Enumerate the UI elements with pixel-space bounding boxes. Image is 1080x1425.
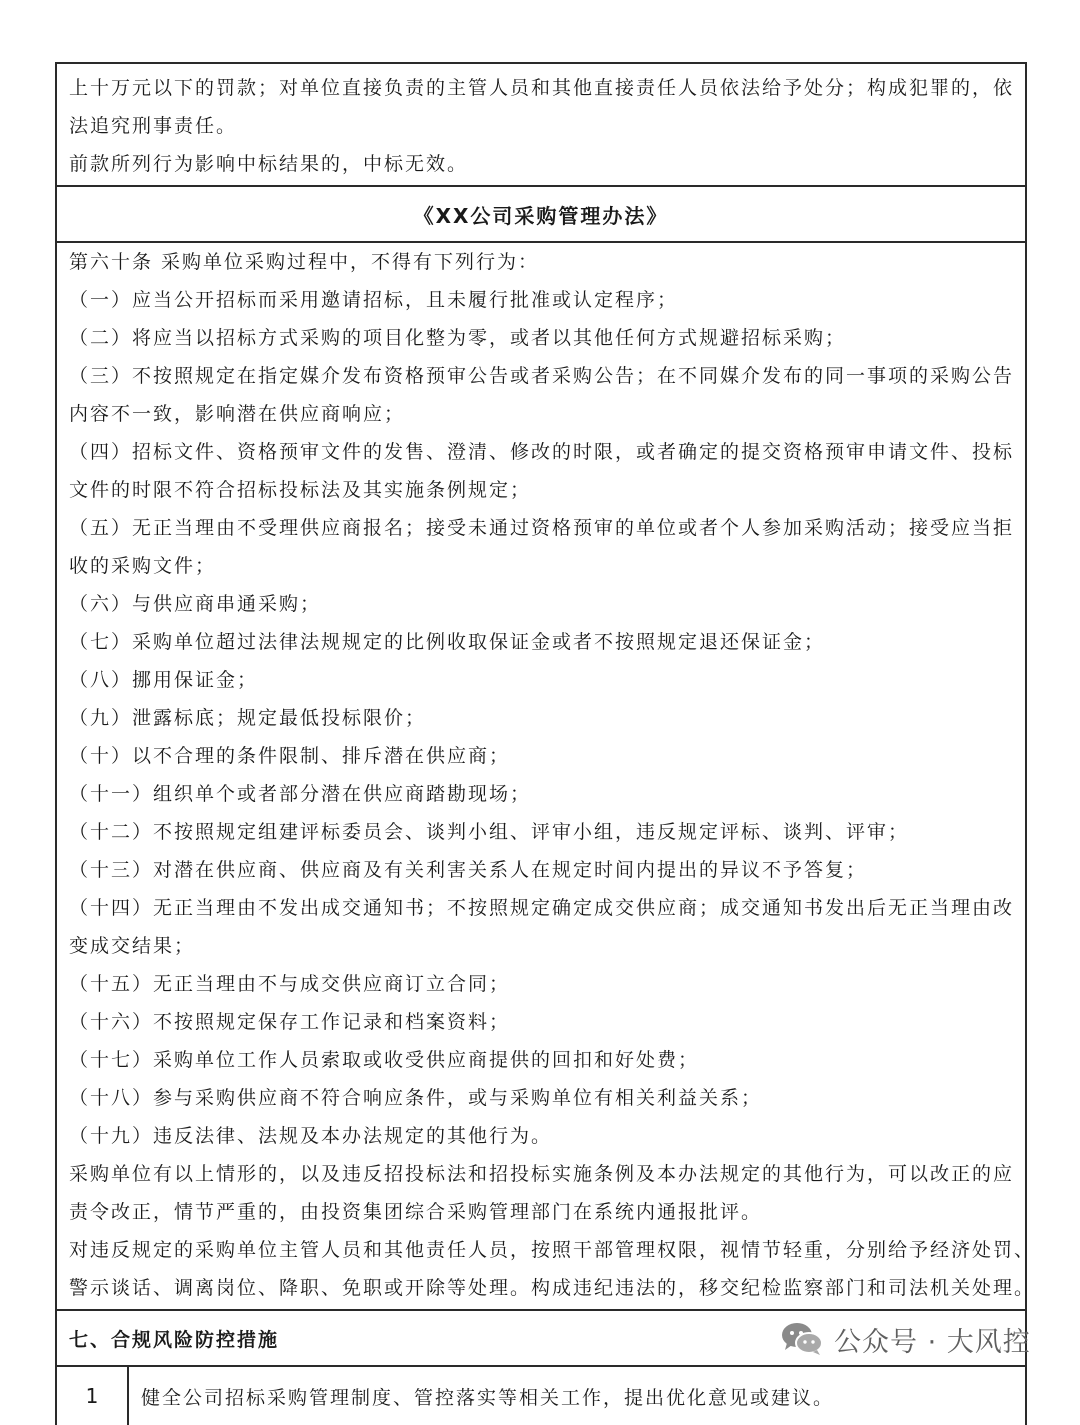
article-line: （四）招标文件、资格预审文件的发售、澄清、修改的时限，或者确定的提交资格预审申请文件、投标 xyxy=(69,441,1015,463)
article-line: （十五）无正当理由不与成交供应商订立合同； xyxy=(69,973,511,995)
article-line: （十六）不按照规定保存工作记录和档案资料； xyxy=(69,1011,511,1033)
row-text: 健全公司招标采购管理制度、管控落实等相关工作，提出优化意见或建议。 xyxy=(141,1386,835,1409)
article-line: （九）泄露标底；规定最低投标限价； xyxy=(69,707,427,729)
document-table xyxy=(55,62,1036,1425)
article-line: 警示谈话、调离岗位、降职、免职或开除等处理。构成违纪违法的，移交纪检监察部门和司法机关处理。 xyxy=(69,1277,1036,1299)
article-block xyxy=(57,243,1036,1311)
article-line: （十八）参与采购供应商不符合响应条件，或与采购单位有相关利益关系； xyxy=(69,1087,763,1109)
top-line: 法追究刑事责任。 xyxy=(69,115,238,137)
watermark-text: 公众号 · 大风控 xyxy=(834,1326,1031,1358)
article-line: （五）无正当理由不受理供应商报名；接受未通过资格预审的单位或者个人参加采购活动；接受应当拒 xyxy=(69,517,1015,539)
top-block xyxy=(57,64,1025,187)
article-line: （十四）无正当理由不发出成交通知书；不按照规定确定成交供应商；成交通知书发出后无正当理由改 xyxy=(69,897,1015,919)
article-line: （八）挪用保证金； xyxy=(69,669,259,691)
article-line: （三）不按照规定在指定媒介发布资格预审公告或者采购公告；在不同媒介发布的同一事项的采购公告 xyxy=(69,365,1015,387)
article-line: 第六十条 采购单位采购过程中，不得有下列行为： xyxy=(69,251,540,273)
article-line: （十）以不合理的条件限制、排斥潜在供应商； xyxy=(69,745,511,767)
article-line: （十二）不按照规定组建评标委员会、谈判小组、评审小组，违反规定评标、谈判、评审； xyxy=(69,821,910,843)
article-line: 责令改正，情节严重的，由投资集团综合采购管理部门在系统内通报批评。 xyxy=(69,1201,763,1223)
article-line: 内容不一致，影响潜在供应商响应； xyxy=(69,403,406,425)
article-line: （六）与供应商串通采购； xyxy=(69,593,322,615)
article-line: （十一）组织单个或者部分潜在供应商踏勘现场； xyxy=(69,783,532,805)
article-line: （二）将应当以招标方式采购的项目化整为零，或者以其他任何方式规避招标采购； xyxy=(69,327,847,349)
top-line: 前款所列行为影响中标结果的，中标无效。 xyxy=(69,153,469,175)
wechat-icon xyxy=(780,1321,824,1357)
watermark xyxy=(780,1316,1031,1362)
article-line: 收的采购文件； xyxy=(69,555,217,577)
article-line: （七）采购单位超过法律法规规定的比例收取保证金或者不按照规定退还保证金； xyxy=(69,631,826,653)
article-line: 变成交结果； xyxy=(69,935,196,957)
article-line: （十九）违反法律、法规及本办法规定的其他行为。 xyxy=(69,1125,553,1147)
top-line: 上十万元以下的罚款；对单位直接负责的主管人员和其他直接责任人员依法给予处分；构成犯罪的，依 xyxy=(69,77,1015,99)
article-line: （十七）采购单位工作人员索取或收受供应商提供的回扣和好处费； xyxy=(69,1049,700,1071)
article-line: （十三）对潜在供应商、供应商及有关利害关系人在规定时间内提出的异议不予答复； xyxy=(69,859,868,881)
article-line: 文件的时限不符合招标投标法及其实施条例规定； xyxy=(69,479,532,501)
article-line: （一）应当公开招标而采用邀请招标，且未履行批准或认定程序； xyxy=(69,289,679,311)
table-row xyxy=(57,1367,1025,1425)
article-line: 采购单位有以上情形的，以及违反招投标法和招投标实施条例及本办法规定的其他行为，可以改正的应 xyxy=(69,1163,1015,1185)
document-title: 《XX公司采购管理办法》 xyxy=(57,187,1025,243)
row-number: 1 xyxy=(57,1367,129,1425)
article-line: 对违反规定的采购单位主管人员和其他责任人员，按照干部管理权限，视情节轻重，分别给予经济处罚、 xyxy=(69,1239,1036,1261)
section-heading: 七、合规风险防控措施 xyxy=(57,1311,1025,1367)
